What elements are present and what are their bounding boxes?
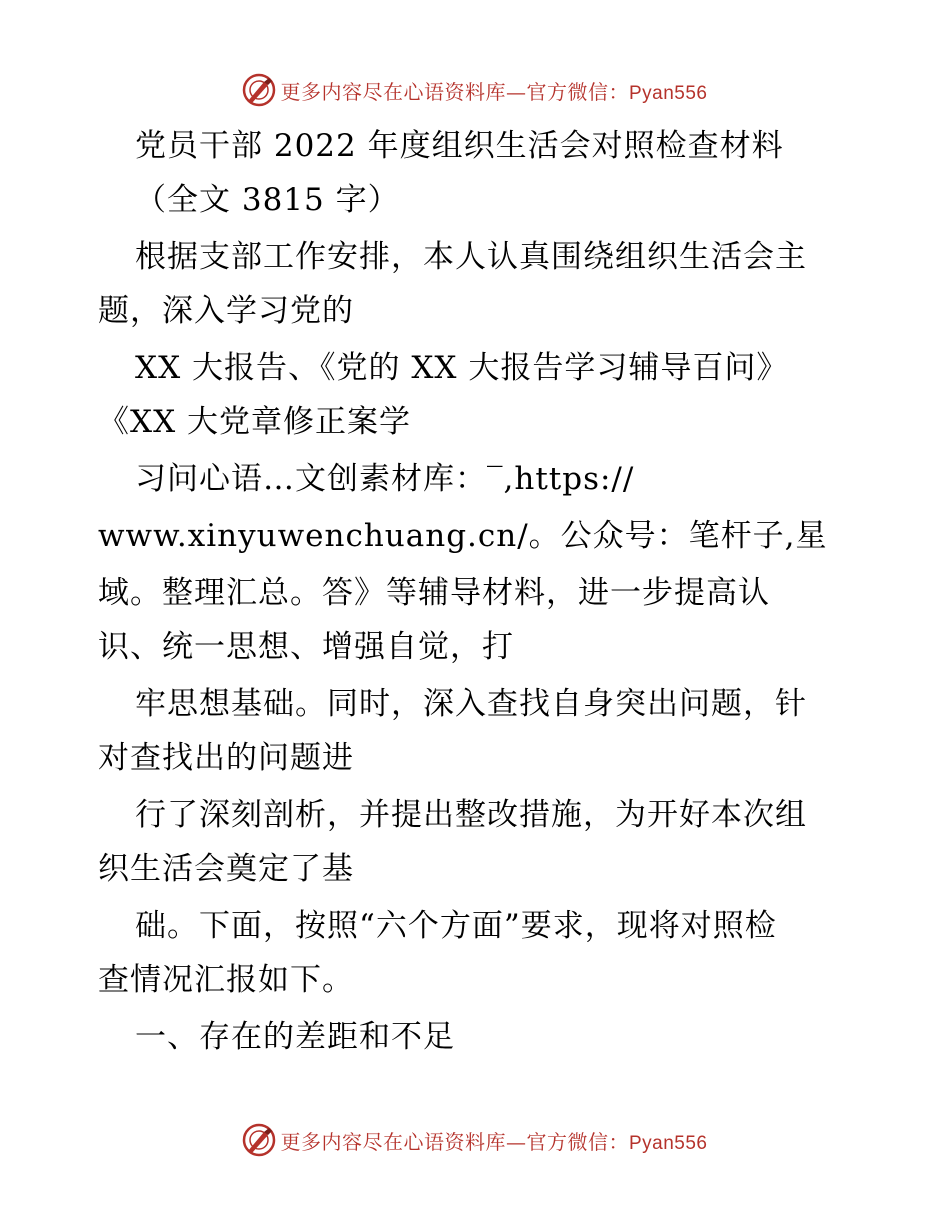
paragraph-line: 《XX 大党章修正案学 bbox=[98, 404, 411, 440]
word-count-note: （全文 3815 字） bbox=[135, 182, 400, 218]
header-banner bbox=[0, 70, 950, 110]
paragraph-line: 域。整理汇总。答》等辅导材料，进一步提高认 bbox=[98, 575, 770, 611]
paragraph-line: 行了深刻剖析，并提出整改措施，为开好本次组 bbox=[135, 797, 807, 833]
document-body bbox=[98, 120, 858, 1057]
section-heading: 一、存在的差距和不足 bbox=[135, 1019, 455, 1055]
banner-text: 更多内容尽在心语资料库—官方微信：Pyan556 bbox=[280, 1129, 708, 1154]
paragraph-line: XX 大报告、《党的 XX 大报告学习辅导百问》 bbox=[135, 350, 789, 386]
paragraph-line: 础。下面，按照“六个方面”要求，现将对照检 bbox=[135, 908, 777, 944]
paragraph-line: 对查找出的问题进 bbox=[98, 740, 354, 776]
banner-text: 更多内容尽在心语资料库—官方微信：Pyan556 bbox=[280, 79, 708, 104]
paragraph-line: 查情况汇报如下。 bbox=[98, 962, 354, 998]
footer-banner bbox=[0, 1120, 950, 1160]
pen-seal-icon bbox=[242, 1123, 276, 1157]
document-title: 党员干部 2022 年度组织生活会对照检查材料 bbox=[135, 128, 784, 164]
paragraph-line: 识、统一思想、增强自觉，打 bbox=[98, 629, 514, 665]
pen-seal-icon bbox=[242, 73, 276, 107]
paragraph-line: 根据支部工作安排，本人认真围绕组织生活会主 bbox=[135, 239, 807, 275]
paragraph-line: 习问心语…文创素材库：‾,https:// bbox=[135, 461, 635, 497]
paragraph-line: 牢思想基础。同时，深入查找自身突出问题，针 bbox=[135, 686, 807, 722]
paragraph-line: www.xinyuwenchuang.cn/。公众号：笔杆子,星 bbox=[98, 518, 828, 554]
paragraph-line: 题，深入学习党的 bbox=[98, 293, 354, 329]
paragraph-line: 织生活会奠定了基 bbox=[98, 851, 354, 887]
